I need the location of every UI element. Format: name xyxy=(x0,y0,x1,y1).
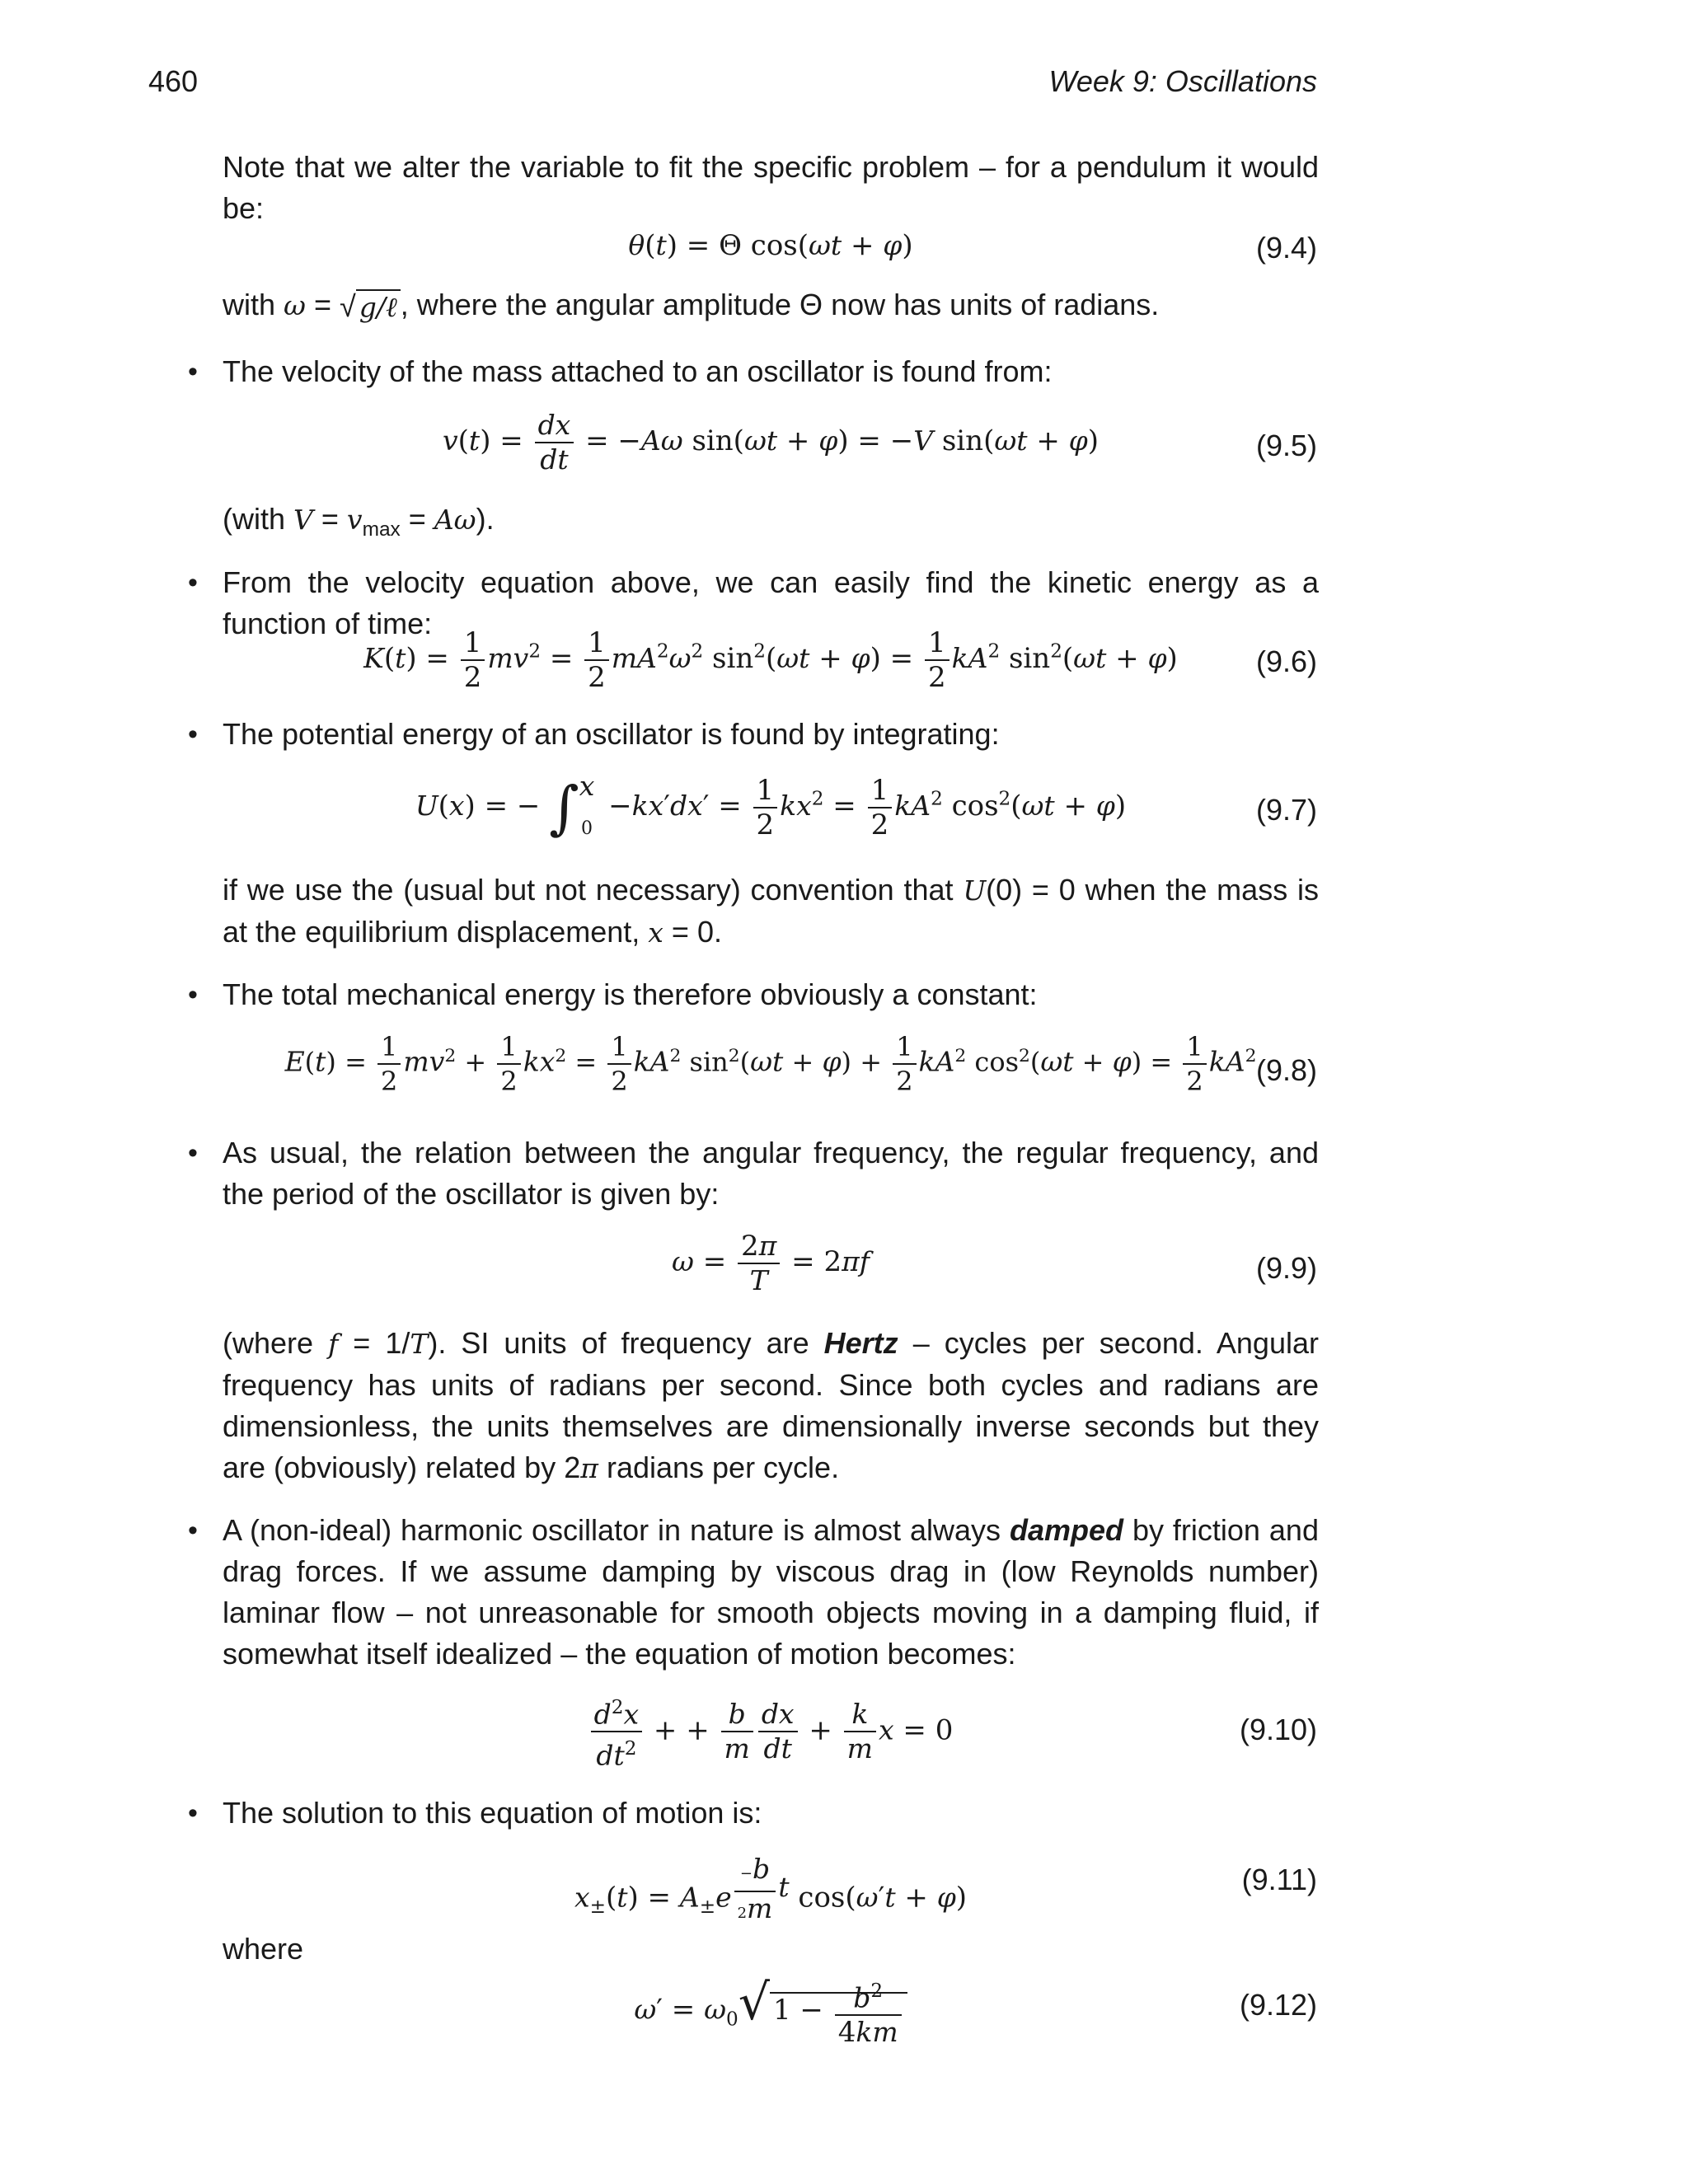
bullet-marker: • xyxy=(188,719,198,750)
equation-9-7: U(x) = − ∫ x 0 −kx′dx′ = $\frac{1}{2}$ $kx^2$ = $\frac{1}{2}$ $kA^2$ $\cos^2(\omega t + \varphi)$ xyxy=(415,770,1127,841)
bullet-marker: • xyxy=(188,1797,198,1829)
equation-9-4: θ(t) = Θ cos(ωt + φ) xyxy=(628,229,913,262)
equation-9-12: $\omega' = \omega_0√$ 1 − $\frac{b^2}{4km}$ xyxy=(223,1974,1319,2049)
omega-definition-paragraph: with ω = √ g/ℓ , where the angular amplitude Θ now has units of radians. xyxy=(223,288,1160,323)
equation-number-9-12: (9.12) xyxy=(1239,1988,1317,2022)
solution-bullet-text: The solution to this equation of motion is: xyxy=(223,1796,762,1830)
equation-number-9-6: (9.6) xyxy=(1255,644,1317,678)
equation-number-9-10: (9.10) xyxy=(1239,1713,1317,1746)
equation-number-9-7: (9.7) xyxy=(1255,793,1317,827)
equation-number-9-8: (9.8) xyxy=(1255,1053,1317,1087)
total-energy-bullet-text: The total mechanical energy is therefore obviously a constant: xyxy=(223,977,1038,1011)
bullet-marker: • xyxy=(188,567,198,598)
intro-paragraph: Note that we alter the variable to fit the specific problem – for a pendulum it would be: xyxy=(223,150,1319,225)
bullet-marker: • xyxy=(188,979,198,1010)
equation-9-9: ω = $\frac{2\pi}{T}$ = 2πf xyxy=(671,1230,870,1296)
vmax-note: (with $V = v_{max} = A\omega$). xyxy=(223,502,495,541)
convention-paragraph: if we use the (usual but not necessary) convention that U(0) = 0 when the mass is at the equilibrium displacement, x = 0. xyxy=(223,873,1319,949)
equation-9-5: v(t) = $\frac{dx}{dt}$ = −Aω sin(ωt + φ) = −V sin(ωt + φ) xyxy=(443,409,1099,476)
equation-9-8: E(t) = $\frac{1}{2}$ $mv^2$ + $\frac{1}{2}$ $kx^2$ = $\frac{1}{2}$ $kA^2$ $\sin^2(\omega t + \varphi)$ + $\frac{1}{2}$ $kA^2$ $\cos^2(\omega t + \varphi)$ = $\frac{1}{2}$ $kA^2$ xyxy=(284,1031,1257,1097)
velocity-bullet-text: The velocity of the mass attached to an oscillator is found from: xyxy=(223,354,1053,388)
equation-number-9-11: (9.11) xyxy=(1241,1863,1317,1896)
bullet-marker: • xyxy=(188,1515,198,1546)
potential-energy-bullet-text: The potential energy of an oscillator is found by integrating: xyxy=(223,717,1000,751)
equation-9-11: $x_\pm(t) = A_\pm e$ $^{\frac{-b}{2m} t}$ cos(ω′t + φ) xyxy=(574,1853,968,1924)
equation-number-9-5: (9.5) xyxy=(1255,429,1317,462)
hertz-paragraph: (where f = 1/T). SI units of frequency are Hertz – cycles per second. Angular frequency has units of radians per second. Since both cycles and radians are dimensionless, the units themselves are dimensionally inverse seconds but they are (obviously) related by 2π radians per cycle. xyxy=(223,1326,1319,1484)
kinetic-energy-bullet-text: From the velocity equation above, we can easily find the kinetic energy as a function of time: xyxy=(223,565,1319,640)
bullet-marker: • xyxy=(188,1137,198,1169)
running-title: Week 9: Oscillations xyxy=(1048,64,1317,98)
frequency-relation-bullet-text: As usual, the relation between the angular frequency, the regular frequency, and the period of the oscillator is given by: xyxy=(223,1136,1319,1211)
equation-9-10: $\frac{d^2x}{dt^2}$ + + $\frac{b}{m}$ $\frac{dx}{dt}$ + $\frac{k}{m}$ x = 0 xyxy=(223,1691,1319,1773)
equation-number-9-9: (9.9) xyxy=(1255,1251,1317,1285)
where-label: where xyxy=(223,1932,304,1966)
equation-number-9-4: (9.4) xyxy=(1255,231,1317,265)
bullet-marker: • xyxy=(188,356,198,387)
damping-bullet-text: A (non-ideal) harmonic oscillator in nature is almost always damped by friction and drag forces. If we assume damping by viscous drag in (low Reynolds number) laminar flow – not unreasonable for smooth objects moving in a damping fluid, if somewhat itself idealized – the equation of motion becomes: xyxy=(223,1513,1319,1671)
equation-9-6: K(t) = $\frac{1}{2}$ $mv^2$ = $\frac{1}{2}$ $mA^2\omega^2$ $\sin^2(\omega t + \varphi)$ = $\frac{1}{2}$ $kA^2$ $\sin^2(\omega t + \varphi)$ xyxy=(363,626,1178,694)
page-number: 460 xyxy=(148,64,199,98)
